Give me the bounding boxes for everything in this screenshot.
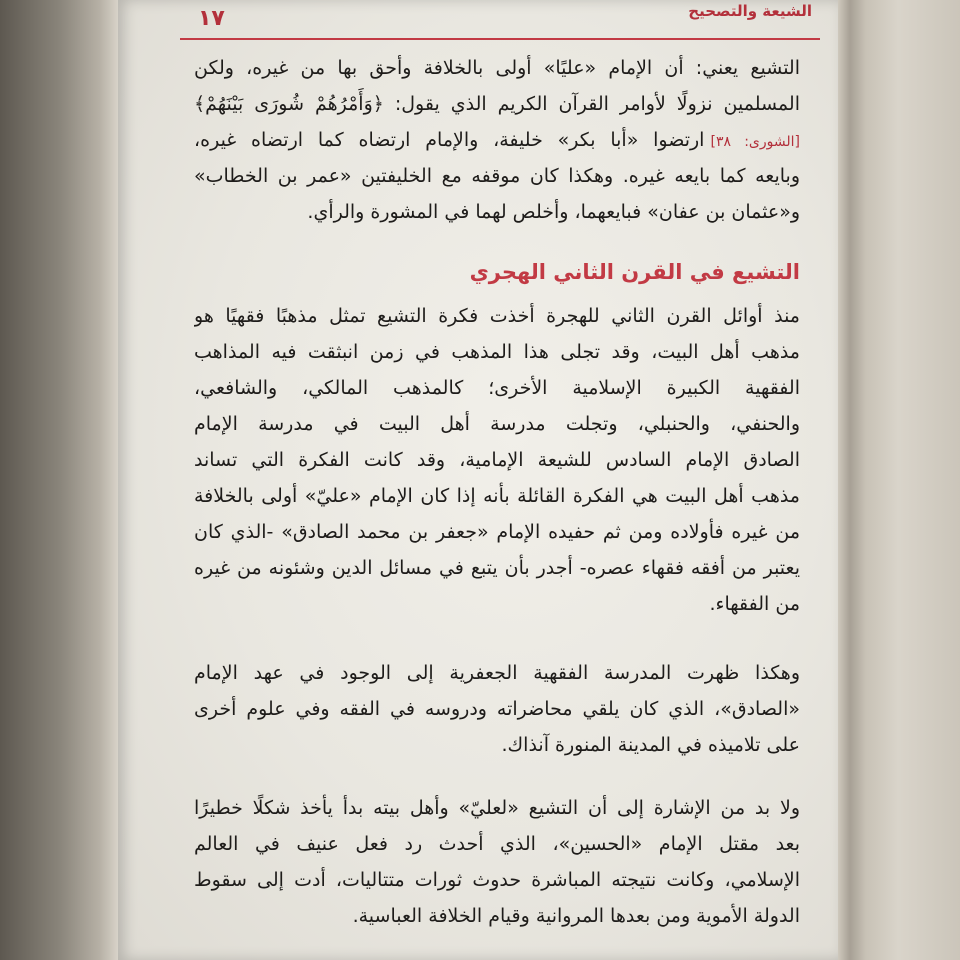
page-header [180, 0, 820, 44]
book-page-edge [838, 0, 960, 960]
text-line: «الصادق»، الذي كان يلقي محاضراته ودروسه في الفقه وفي علوم أخرى [194, 698, 800, 720]
text-line: الصادق الإمام السادس للشيعة الإمامية، وقد كانت الفكرة التي تساند [194, 449, 800, 471]
paragraph-1 [194, 50, 800, 230]
text-line-content: ارتضوا «أبا بكر» خليفة، والإمام ارتضاه كما ارتضاه غيره، [194, 129, 705, 151]
text-line: وهكذا ظهرت المدرسة الفقهية الجعفرية إلى الوجود في عهد الإمام [194, 662, 800, 684]
running-title: الشيعة والتصحيح [688, 2, 812, 20]
header-rule [180, 38, 820, 40]
text-line: من غيره فأولاده ومن ثم حفيده الإمام «جعفر بن محمد الصادق» -الذي كان [194, 521, 800, 543]
text-line: المسلمين نزولًا لأوامر القرآن الكريم الذي يقول: ﴿وَأَمْرُهُمْ شُورَى بَيْنَهُمْ﴾ [194, 93, 800, 115]
paragraph-3 [194, 655, 800, 763]
text-line: مذهب أهل البيت هي الفكرة القائلة بأنه إذا كان الإمام «عليّ» أولى بالخلافة [194, 485, 800, 507]
text-line: الدولة الأموية ومن بعدها المروانية وقيام الخلافة العباسية. [352, 905, 800, 927]
text-line: ولا بد من الإشارة إلى أن التشيع «لعليّ» وأهل بيته بدأ يأخذ شكلًا خطيرًا [194, 797, 800, 819]
text-line: الفقهية الكبيرة الإسلامية الأخرى؛ كالمذهب المالكي، والشافعي، [194, 377, 800, 399]
text-line: والحنفي، والحنبلي، وتجلت مدرسة أهل البيت في مدرسة الإمام [194, 413, 800, 435]
text-line: الإسلامي، وكانت نتيجته المباشرة حدوث ثورات متتاليات، أدت إلى سقوط [194, 869, 800, 891]
page-number: ١٧ [198, 6, 225, 31]
verse-reference: [الشورى: ٣٨] [710, 134, 800, 150]
text-line: يعتبر من أفقه فقهاء عصره- أجدر بأن يتبع في مسائل الدين وشئونه من غيره [194, 557, 800, 579]
text-line: مذهب أهل البيت، وقد تجلى هذا المذهب في زمن انبثقت فيه المذاهب [194, 341, 800, 363]
text-line: وبايعه كما بايعه غيره. وهكذا كان موقفه مع الخليفتين «عمر بن الخطاب» [194, 165, 800, 187]
text-line: على تلاميذه في المدينة المنورة آنذاك. [501, 734, 800, 756]
text-line [194, 122, 800, 158]
text-line: التشيع يعني: أن الإمام «عليًا» أولى بالخلافة وأحق بها من غيره، ولكن [194, 57, 800, 79]
text-line: و«عثمان بن عفان» فبايعهما، وأخلص لهما في المشورة والرأي. [307, 201, 800, 223]
text-line: من الفقهاء. [709, 593, 800, 615]
section-heading: التشيع في القرن الثاني الهجري [469, 260, 800, 284]
text-line: بعد مقتل الإمام «الحسين»، الذي أحدث رد فعل عنيف في العالم [194, 833, 800, 855]
book-page [118, 0, 838, 960]
text-line: منذ أوائل القرن الثاني للهجرة أخذت فكرة التشيع تمثل مذهبًا فقهيًا هو [194, 305, 800, 327]
paragraph-4 [194, 790, 800, 934]
paragraph-2 [194, 298, 800, 622]
